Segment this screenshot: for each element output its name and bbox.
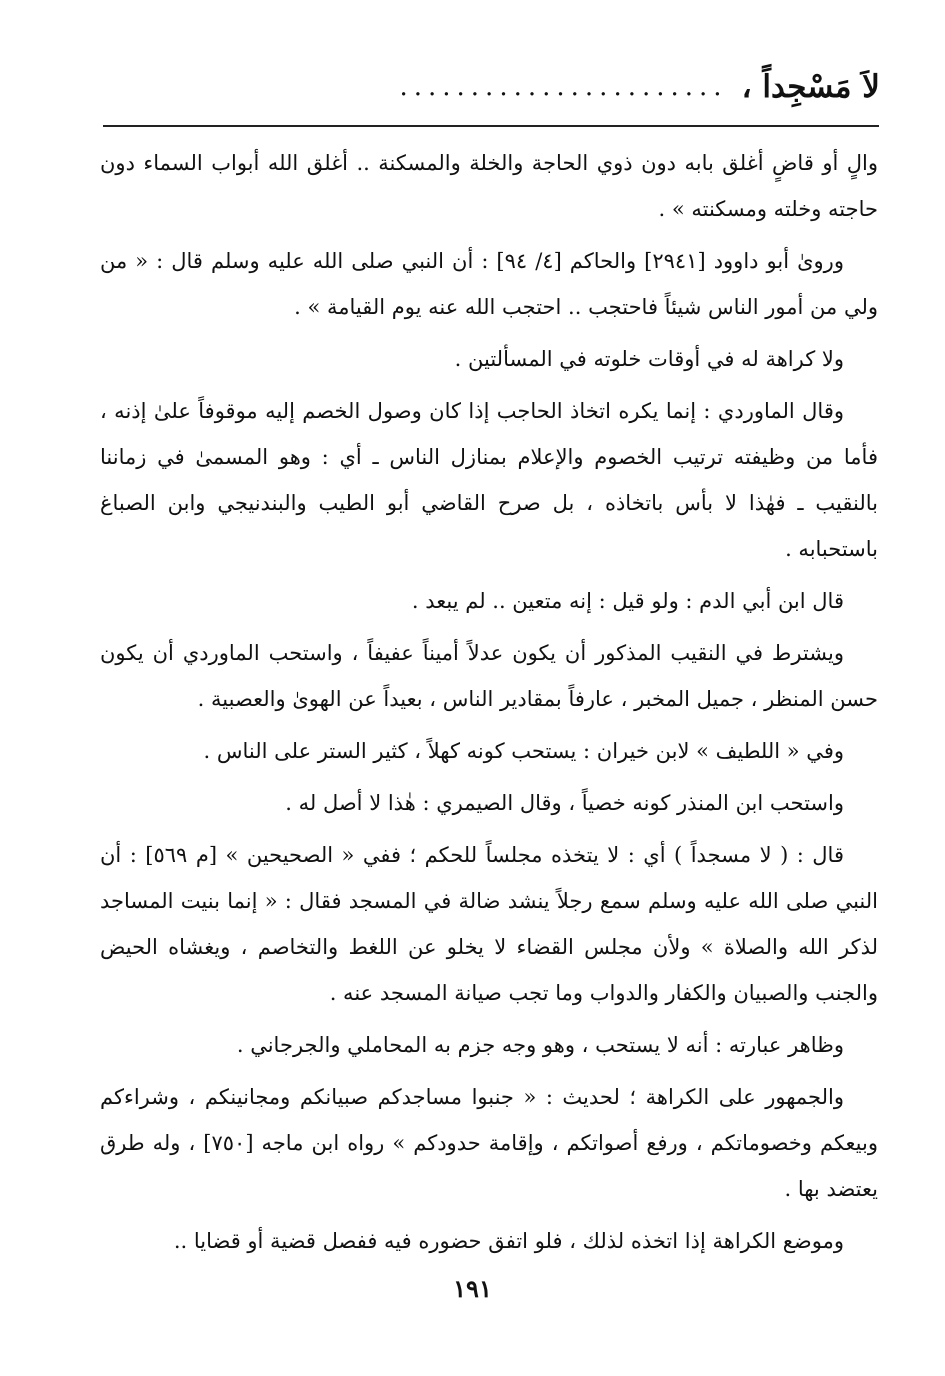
leader-dots: .......................: [399, 72, 728, 102]
paragraph: وقال الماوردي : إنما يكره اتخاذ الحاجب إذا كان وصول الخصم إليه موقوفاً علىٰ إذنه ، فأما من وظيفته ترتيب الخصوم والإعلام بمنازل الناس ـ أي : وهو المسمىٰ في زماننا بالنقيب ـ فهٰذا لا بأس باتخاذه ، بل صرح القاضي أبو الطيب والبندنيجي وابن الصباغ باستحبابه .: [100, 399, 878, 561]
paragraph: وروىٰ أبو داوود [٢٩٤١] والحاكم [٤/ ٩٤] : أن النبي صلى الله عليه وسلم قال : « من ولي من أمور الناس شيئاً فاحتجب .. احتجب الله عنه يوم القيامة » .: [100, 249, 878, 319]
running-head: [100, 62, 880, 112]
body-text: [100, 140, 878, 1270]
paragraph: والجمهور على الكراهة ؛ لحديث : « جنبوا مساجدكم صبيانكم ومجانينكم ، وشراءكم وبيعكم وخصوماتكم ، ورفع أصواتكم ، وإقامة حدودكم » رواه ابن ماجه [٧٥٠] ، وله طرق يعتضد بها .: [100, 1085, 878, 1201]
paragraph: ولا كراهة له في أوقات خلوته في المسألتين .: [454, 347, 844, 371]
paragraph: وظاهر عبارته : أنه لا يستحب ، وهو وجه جزم به المحاملي والجرجاني .: [236, 1033, 844, 1057]
page-number: ١٩١: [453, 1274, 492, 1303]
paragraph: ويشترط في النقيب المذكور أن يكون عدلاً أميناً عفيفاً ، واستحب الماوردي أن يكون حسن المنظر ، جميل المخبر ، عارفاً بمقادير الناس ، بعيداً عن الهوىٰ والعصبية .: [100, 641, 878, 711]
paragraph: وموضع الكراهة إذا اتخذه لذلك ، فلو اتفق حضوره فيه ففصل قضية أو قضايا ..: [173, 1229, 844, 1253]
paragraph: قال ابن أبي الدم : ولو قيل : إنه متعين .. لم يبعد .: [411, 589, 844, 613]
running-title: لاَ مَسْجِداً ،: [741, 69, 880, 105]
paragraph: قال : ( لا مسجداً ) أي : لا يتخذه مجلساً للحكم ؛ ففي « الصحيحين » [م ٥٦٩] : أن النبي صلى الله عليه وسلم سمع رجلاً ينشد ضالة في المسجد فقال : « إنما بنيت المساجد لذكر الله والصلاة » ولأن مجلس القضاء لا يخلو عن اللغط والتخاصم ، ويغشاه الحيض والجنب والصبيان والكفار والدواب وما تجب صيانة المسجد عنه .: [100, 843, 878, 1005]
header-rule: [103, 125, 879, 127]
paragraph: وفي « اللطيف » لابن خيران : يستحب كونه كهلاً ، كثير الستر على الناس .: [203, 739, 844, 763]
paragraph: واستحب ابن المنذر كونه خصياً ، وقال الصيمري : هٰذا لا أصل له .: [285, 791, 844, 815]
paragraph: والٍ أو قاضٍ أغلق بابه دون ذوي الحاجة والخلة والمسكنة .. أغلق الله أبواب السماء دون حاجته وخلته ومسكنته » .: [100, 151, 878, 221]
